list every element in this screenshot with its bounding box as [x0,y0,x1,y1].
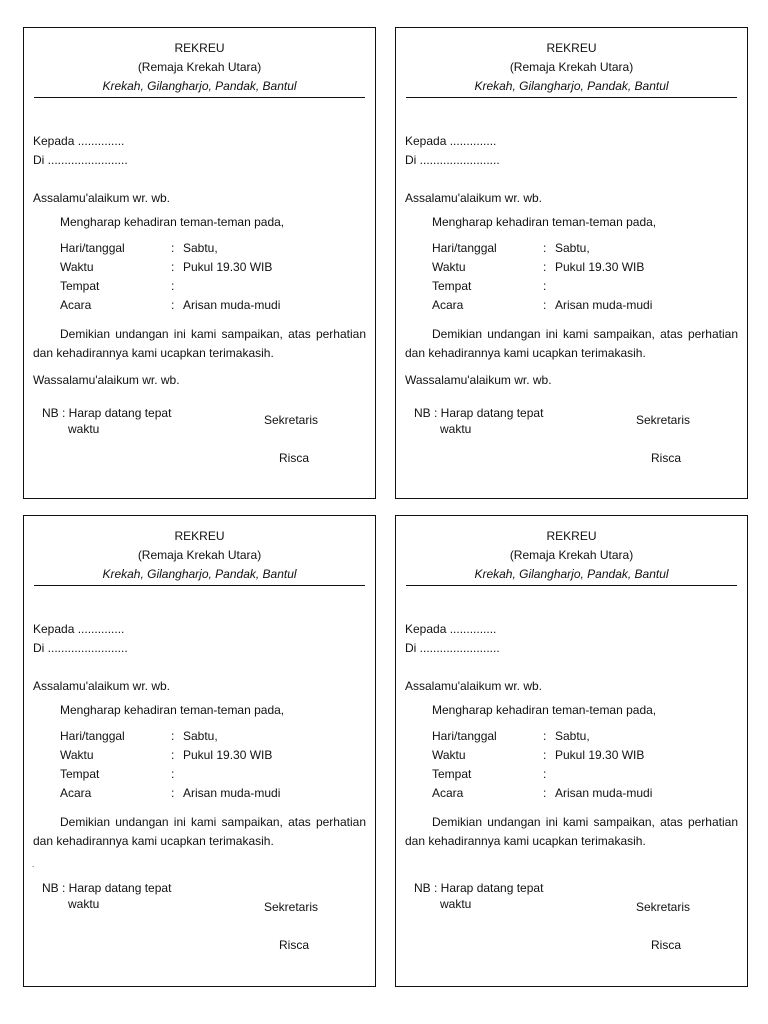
header-rule [34,585,365,586]
detail-label-day: Hari/tanggal [432,729,497,743]
closing-paragraph: Demikian undangan ini kami sampaikan, atas perhatian dan kehadirannya kami ucapkan terimakasih. [405,815,738,848]
detail-label-time: Waktu [60,748,94,762]
recipient-place-line: Di ........................ [33,153,128,167]
signer-name: Risca [651,451,682,465]
detail-label-event: Acara [432,786,464,800]
signer-name: Risca [279,451,310,465]
detail-label-place: Tempat [432,279,472,293]
detail-colon: : [171,729,175,743]
detail-colon: : [171,786,175,800]
greeting: Assalamu'alaikum wr. wb. [405,679,543,693]
detail-value-event: Arisan muda-mudi [555,786,653,800]
detail-value-day: Sabtu, [183,729,218,743]
detail-value-event: Arisan muda-mudi [555,298,653,312]
farewell: Wassalamu'alaikum wr. wb. [405,373,552,387]
org-full-name: (Remaja Krekah Utara) [509,548,634,562]
note [414,880,564,912]
intro-text: Mengharap kehadiran teman-teman pada, [60,703,285,717]
detail-colon: : [171,279,175,293]
recipient-line: Kepada .............. [33,134,125,148]
signer-role: Sekretaris [264,900,319,914]
detail-colon: : [171,767,175,781]
signer-name: Risca [279,938,310,952]
recipient-line: Kepada .............. [405,134,497,148]
detail-value-time: Pukul 19.30 WIB [555,748,645,762]
org-address: Krekah, Gilangharjo, Pandak, Bantul [474,79,669,93]
detail-colon: : [171,298,175,312]
detail-colon: : [543,786,547,800]
org-full-name: (Remaja Krekah Utara) [137,60,262,74]
detail-value-day: Sabtu, [555,729,590,743]
detail-colon: : [171,260,175,274]
invitation-card-3 [23,515,376,987]
intro-text: Mengharap kehadiran teman-teman pada, [60,215,285,229]
signer-role: Sekretaris [636,900,691,914]
note-line-1: NB : Harap datang tepat [414,406,544,420]
note-line-1: NB : Harap datang tepat [42,406,172,420]
detail-colon: : [171,241,175,255]
detail-colon: : [543,298,547,312]
header-rule [406,585,737,586]
detail-value-time: Pukul 19.30 WIB [183,260,273,274]
detail-label-place: Tempat [432,767,472,781]
detail-value-time: Pukul 19.30 WIB [555,260,645,274]
note [42,880,192,912]
recipient-place-line: Di ........................ [405,641,500,655]
note-line-1: NB : Harap datang tepat [42,881,172,895]
detail-colon: : [543,279,547,293]
note-line-2: waktu [68,422,100,436]
detail-label-event: Acara [60,298,92,312]
signer-role: Sekretaris [264,413,319,427]
header-rule [406,97,737,98]
detail-label-time: Waktu [432,748,466,762]
detail-label-place: Tempat [60,279,100,293]
note [414,405,564,437]
signer-name: Risca [651,938,682,952]
org-full-name: (Remaja Krekah Utara) [137,548,262,562]
note-line-2: waktu [68,897,100,911]
recipient-line: Kepada .............. [33,622,125,636]
note-line-1: NB : Harap datang tepat [414,881,544,895]
detail-label-event: Acara [60,786,92,800]
greeting: Assalamu'alaikum wr. wb. [33,679,171,693]
detail-colon: : [171,748,175,762]
detail-colon: : [543,241,547,255]
greeting: Assalamu'alaikum wr. wb. [405,191,543,205]
header-rule [34,97,365,98]
org-name: REKREU [174,529,225,543]
org-name: REKREU [546,41,597,55]
detail-colon: : [543,748,547,762]
invitation-card-1 [23,27,376,499]
detail-value-day: Sabtu, [183,241,218,255]
detail-value-day: Sabtu, [555,241,590,255]
detail-label-day: Hari/tanggal [60,729,125,743]
signer-role: Sekretaris [636,413,691,427]
recipient-place-line: Di ........................ [405,153,500,167]
farewell: Wassalamu'alaikum wr. wb. [33,373,180,387]
recipient-place-line: Di ........................ [33,641,128,655]
detail-colon: : [543,260,547,274]
org-address: Krekah, Gilangharjo, Pandak, Bantul [102,567,297,581]
detail-label-day: Hari/tanggal [60,241,125,255]
recipient-line: Kepada .............. [405,622,497,636]
invitation-card-2 [395,27,748,499]
detail-label-time: Waktu [60,260,94,274]
detail-value-event: Arisan muda-mudi [183,298,281,312]
intro-text: Mengharap kehadiran teman-teman pada, [432,703,657,717]
detail-colon: : [543,767,547,781]
detail-label-day: Hari/tanggal [432,241,497,255]
org-address: Krekah, Gilangharjo, Pandak, Bantul [474,567,669,581]
org-address: Krekah, Gilangharjo, Pandak, Bantul [102,79,297,93]
note-line-2: waktu [440,422,472,436]
detail-value-event: Arisan muda-mudi [183,786,281,800]
detail-label-place: Tempat [60,767,100,781]
intro-text: Mengharap kehadiran teman-teman pada, [432,215,657,229]
org-name: REKREU [174,41,225,55]
invitation-card-4 [395,515,748,987]
org-name: REKREU [546,529,597,543]
detail-colon: : [543,729,547,743]
closing-paragraph: Demikian undangan ini kami sampaikan, atas perhatian dan kehadirannya kami ucapkan terimakasih. [405,327,738,360]
detail-label-event: Acara [432,298,464,312]
closing-paragraph: Demikian undangan ini kami sampaikan, atas perhatian dan kehadirannya kami ucapkan terimakasih. [33,327,366,360]
greeting: Assalamu'alaikum wr. wb. [33,191,171,205]
stray-mark: . [32,860,35,869]
note-line-2: waktu [440,897,472,911]
closing-paragraph: Demikian undangan ini kami sampaikan, atas perhatian dan kehadirannya kami ucapkan terimakasih. [33,815,366,848]
org-full-name: (Remaja Krekah Utara) [509,60,634,74]
detail-value-time: Pukul 19.30 WIB [183,748,273,762]
note [42,405,192,437]
detail-label-time: Waktu [432,260,466,274]
